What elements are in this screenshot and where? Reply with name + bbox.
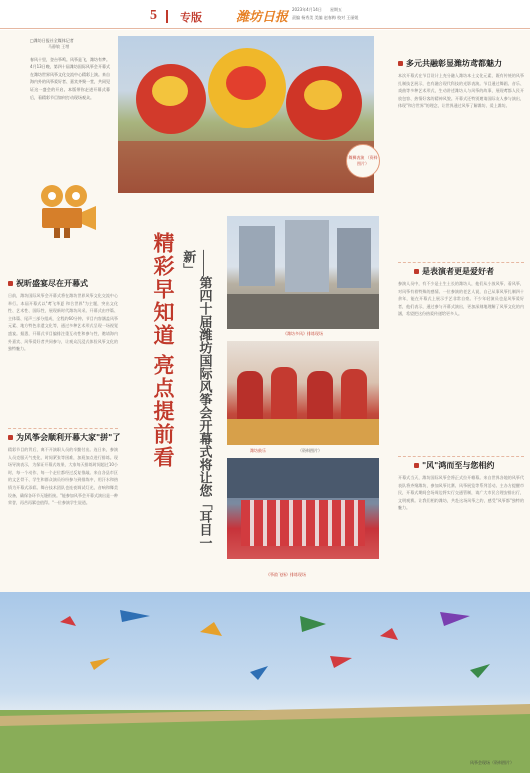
headline-line-1: 精彩早知道 — [151, 232, 175, 347]
kites-in-sky-icon — [0, 592, 530, 773]
headline-line-2: 亮点提前看 — [151, 354, 175, 470]
title-bullet-icon — [414, 463, 419, 468]
article-title-3: 多元共融彰显潍坊鸢都魅力 — [398, 58, 502, 69]
issue-weekday: 星期五 — [330, 7, 342, 12]
film-projector-icon — [34, 182, 98, 240]
sub-headline: ——第四十届潍坊国际风筝会开幕式将让您「耳目一新」 — [181, 250, 213, 549]
article-title-5: "风"鸿而至与您相约 — [414, 460, 494, 471]
article-body-1: 日前，潍坊国际风筝会开幕式将在潍坊世界风筝文化交流中心举行。本届开幕式以"鸢飞华夏 和合世界"为主题，突出文化性、艺术性、国际性，展现新时代潍坊风采。开幕式由序篇、主体篇、尾声三部分组成，全程约60分钟。节目内容涵盖风筝元素、地方特色非遗文化等，通过多种艺术形式呈现一场视觉盛宴。据悉，开幕式节目编排注重互动性和参与性，邀请海内外嘉宾、风筝爱好者共同参与，让观众沉浸式体验风筝文化的独特魅力。 — [8, 293, 118, 352]
kite-photo-caption: 《潍坊多风》排练现场 — [283, 331, 323, 336]
issue-date: 2023年4月14日 — [292, 7, 322, 12]
lion-dance-photo — [118, 36, 374, 193]
editor-note — [30, 38, 110, 198]
title-bullet-icon — [414, 269, 419, 274]
kite-festival-panorama — [0, 592, 530, 773]
article-title-4: 是表演者更是爱好者 — [414, 266, 494, 277]
drum-photo-caption: 潍坊鼓乐 — [250, 448, 266, 453]
drum-performance-photo — [227, 341, 379, 445]
section-name: 专版 — [180, 11, 202, 24]
article-divider — [398, 456, 524, 457]
lead-paragraph: 春风十里，登台筝鸣。风筝是飞，潍坊有梦。4月13日晚，第四十届潍坊国际风筝会开幕式在潍坊世界风筝文化交流中心精彩上演。来自海内外的风筝爱好者、嘉宾齐聚一堂，共同见证这一盛会的开启。本版带你走进开幕式幕后，看精彩节目如何打动现场观众。 — [30, 56, 110, 100]
lion-photo-caption: 舞狮表演 （资料图片） — [346, 144, 380, 178]
main-headline — [130, 232, 174, 469]
header-rule — [0, 28, 530, 29]
title-bullet-icon — [8, 435, 13, 440]
title-bullet-icon — [398, 61, 403, 66]
header-divider — [166, 10, 168, 23]
editor-credits: 责编 杨秀美 美编 赵春梅 校对 王丽媛 — [292, 15, 359, 20]
article-title-2: 为风筝会顺利开幕大家"拼"了 — [8, 432, 120, 443]
reporter-line: □潍坊日报社全媒体记者 — [30, 38, 74, 43]
article-divider — [8, 428, 118, 429]
article-body-3: 本次开幕式在节目设计上充分融入潍坊本土文化元素，既有传统的风筝扎制技艺展示，也有融合现代科技的光影表演。节目通过舞蹈、音乐、戏曲等多种艺术形式，生动讲述潍坊人与风筝的故事，展现鸢都人民开放包容、热情好客的精神风貌。开幕式还特别邀请国际友人参与演出，体现"和合世界"的理念，让世界通过风筝了解潍坊、爱上潍坊。 — [398, 73, 524, 109]
dance-photo-caption: 《筝韵飞扬》排练现场 — [266, 572, 306, 577]
article-body-5: 开幕式当天，潍坊国际风筝会将正式拉开帷幕。来自世界各地的风筝代表队将齐聚潍坊，参加风筝比赛、风筝展览等系列活动。主办方提醒市民，开幕式期间会场周边将实行交通管制，请广大市民合理安排出行，文明观赛。让我们相约潍坊，共赴这场风筝之约，感受"风筝都"独特的魅力。 — [398, 475, 524, 511]
masthead — [0, 0, 530, 30]
title-bullet-icon — [8, 281, 13, 286]
article-divider — [398, 262, 524, 263]
article-body-2: 精彩节目的背后，离不开演职人员的辛勤付出。连日来，参演人员克服天气变化、时间紧张等困难，加班加点进行排练。现场导演表示，为保证开幕式效果，大家每天排练时间超过10小时，每一个动作、每一个走位都经过反复推敲。来自各县市区的文艺骨干、学生和群众演员纷纷参与到排练中，用汗水和热情为开幕式添彩。舞台技术团队也连夜调试灯光、音响和舞美设备，确保各环节无缝衔接。"能参加风筝会开幕式演出是一种荣誉，再苦再累也值得。"一位参演学生说道。 — [8, 447, 118, 506]
dance-rehearsal-photo — [227, 458, 379, 559]
reporter-names: 马静敏 王增 — [48, 43, 70, 49]
panorama-caption: 风筝会现场（资料图片） — [470, 760, 514, 765]
article-body-4: 参演人员中，有不少是土生土长的潍坊人，他们从小放风筝、看风筝，对风筝有着特殊的感情。一位参演的老艺人说，自己从事风筝扎制四十余年，能在开幕式上展示手艺非常自豪。不少年轻演员也是风筝爱好者，他们表示，通过参与开幕式演出，更加深刻地理解了风筝文化的内涵，希望把这份热爱传递给更多人。 — [398, 281, 524, 317]
kite-rehearsal-photo — [227, 216, 379, 329]
page-number: 5 — [150, 8, 157, 23]
article-title-1: 祝昕盛宴尽在开幕式 — [8, 278, 88, 289]
drum-photo-source: （资料图片） — [298, 448, 322, 453]
paper-logo: 潍坊日报 — [236, 9, 289, 24]
